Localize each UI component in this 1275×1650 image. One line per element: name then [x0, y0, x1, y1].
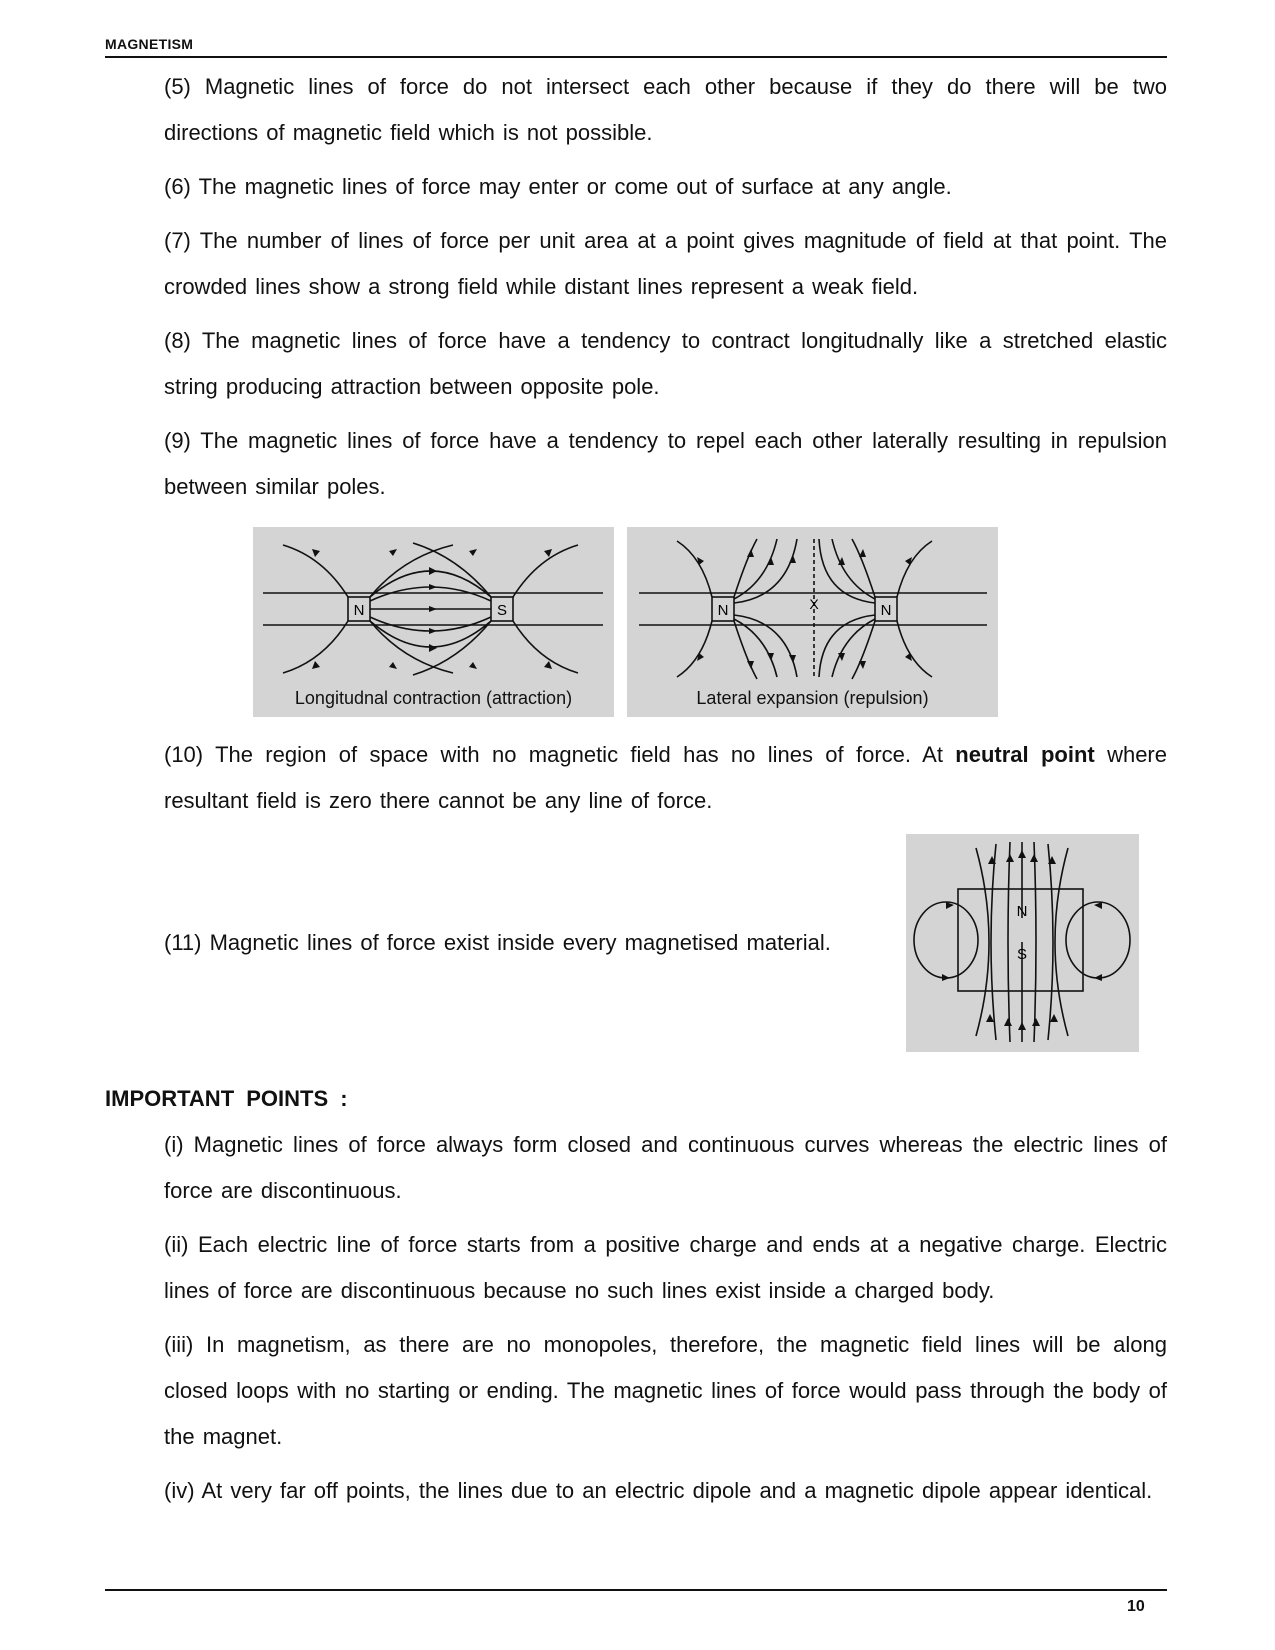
attraction-pole-right: S: [496, 602, 508, 619]
point-7: (7) The number of lines of force per unit area at a point gives magnitude of field at that point. The crowded lines show a strong field while distant lines represent a weak field.: [164, 228, 1167, 299]
magnet-pole-bottom: S: [1016, 946, 1028, 963]
attraction-pole-left: N: [353, 602, 365, 619]
neutral-point-term: neutral point: [955, 742, 1095, 767]
repulsion-pole-left: N: [717, 602, 729, 619]
important-point-iii: (iii) In magnetism, as there are no monopoles, therefore, the magnetic field lines will be along closed loops with no starting or ending. The magnetic lines of force would pass through the body of the magnet.: [164, 1332, 1167, 1449]
point-10: [164, 732, 1167, 824]
point-10-text: (10) The region of space with no magnetic field has no lines of force. At: [164, 742, 956, 767]
point-10-rest: where resultant field is zero there cannot be any line of force.: [164, 742, 1167, 813]
important-point-iv: (iv) At very far off points, the lines due to an electric dipole and a magnetic dipole appear identical.: [164, 1478, 1153, 1503]
repulsion-figure: [627, 527, 998, 717]
point-11: (11) Magnetic lines of force exist inside every magnetised material.: [164, 930, 831, 955]
neutral-point-mark: X: [809, 596, 819, 612]
point-8: (8) The magnetic lines of force have a tendency to contract longitudnally like a stretched elastic string producing attraction between opposite pole.: [164, 328, 1167, 399]
attraction-caption: Longitudnal contraction (attraction): [294, 688, 573, 708]
important-point-i: (i) Magnetic lines of force always form closed and continuous curves whereas the electric lines of force are discontinuous.: [164, 1132, 1167, 1203]
important-points-heading: IMPORTANT POINTS :: [105, 1086, 348, 1111]
page-number: 10: [1127, 1598, 1145, 1615]
repulsion-caption: Lateral expansion (repulsion): [696, 688, 929, 708]
attraction-figure: [253, 527, 614, 717]
running-header: MAGNETISM: [105, 36, 194, 52]
important-point-ii: (ii) Each electric line of force starts from a positive charge and ends at a negative charge. Electric lines of force are discontinuous because no such lines exist inside a charged body.: [164, 1232, 1167, 1303]
magnetised-material-diagram: [906, 834, 1139, 1052]
magnet-pole-top: N: [1016, 903, 1028, 920]
footer-rule: [105, 1589, 1167, 1591]
header-rule: [105, 56, 1167, 58]
point-5: (5) Magnetic lines of force do not intersect each other because if they do there will be two directions of magnetic field which is not possible.: [164, 74, 1167, 145]
repulsion-pole-right: N: [880, 602, 892, 619]
magnetised-material-figure: [906, 834, 1139, 1052]
point-9: (9) The magnetic lines of force have a tendency to repel each other laterally resulting in repulsion between similar poles.: [164, 428, 1167, 499]
point-6: (6) The magnetic lines of force may enter or come out of surface at any angle.: [164, 174, 952, 199]
